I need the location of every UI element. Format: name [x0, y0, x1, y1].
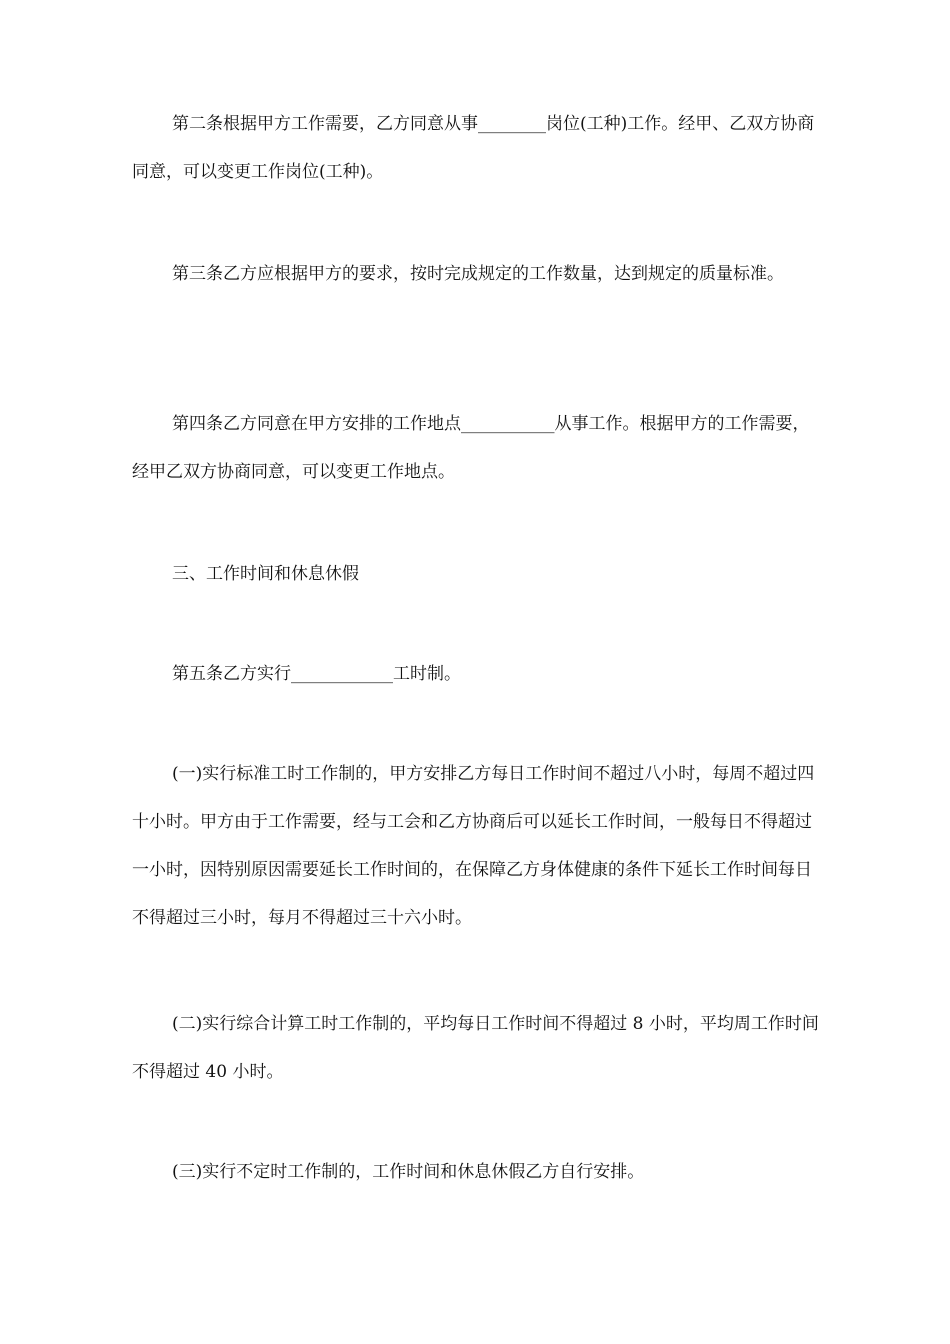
clause-2-paragraph: (二)实行综合计算工时工作制的，平均每日工作时间不得超过 8 小时，平均周工作时间不得超过 40 小时。 — [132, 1014, 819, 1082]
article-4-paragraph: 第四条乙方同意在甲方安排的工作地点___________从事工作。根据甲方的工作需要，经甲乙双方协商同意，可以变更工作地点。 — [132, 414, 810, 482]
article-3-paragraph: 第三条乙方应根据甲方的要求，按时完成规定的工作数量，达到规定的质量标准。 — [172, 264, 784, 284]
clause-1-paragraph: (一)实行标准工时工作制的，甲方安排乙方每日工作时间不超过八小时，每周不超过四十小时。甲方由于工作需要，经与工会和乙方协商后可以延长工作时间，一般每日不得超过一小时，因特别原因需要延长工作时间的，在保障乙方身体健康的条件下延长工作时间每日不得超过三小时，每月不得超过三十六小时。 — [132, 764, 815, 928]
section-3-heading: 三、工作时间和休息休假 — [172, 564, 359, 584]
article-5-paragraph: 第五条乙方实行____________工时制。 — [172, 664, 461, 684]
article-2-paragraph: 第二条根据甲方工作需要，乙方同意从事________岗位(工种)工作。经甲、乙双方协商同意，可以变更工作岗位(工种)。 — [132, 114, 815, 182]
clause-3-paragraph: (三)实行不定时工作制的，工作时间和休息休假乙方自行安排。 — [172, 1162, 645, 1182]
